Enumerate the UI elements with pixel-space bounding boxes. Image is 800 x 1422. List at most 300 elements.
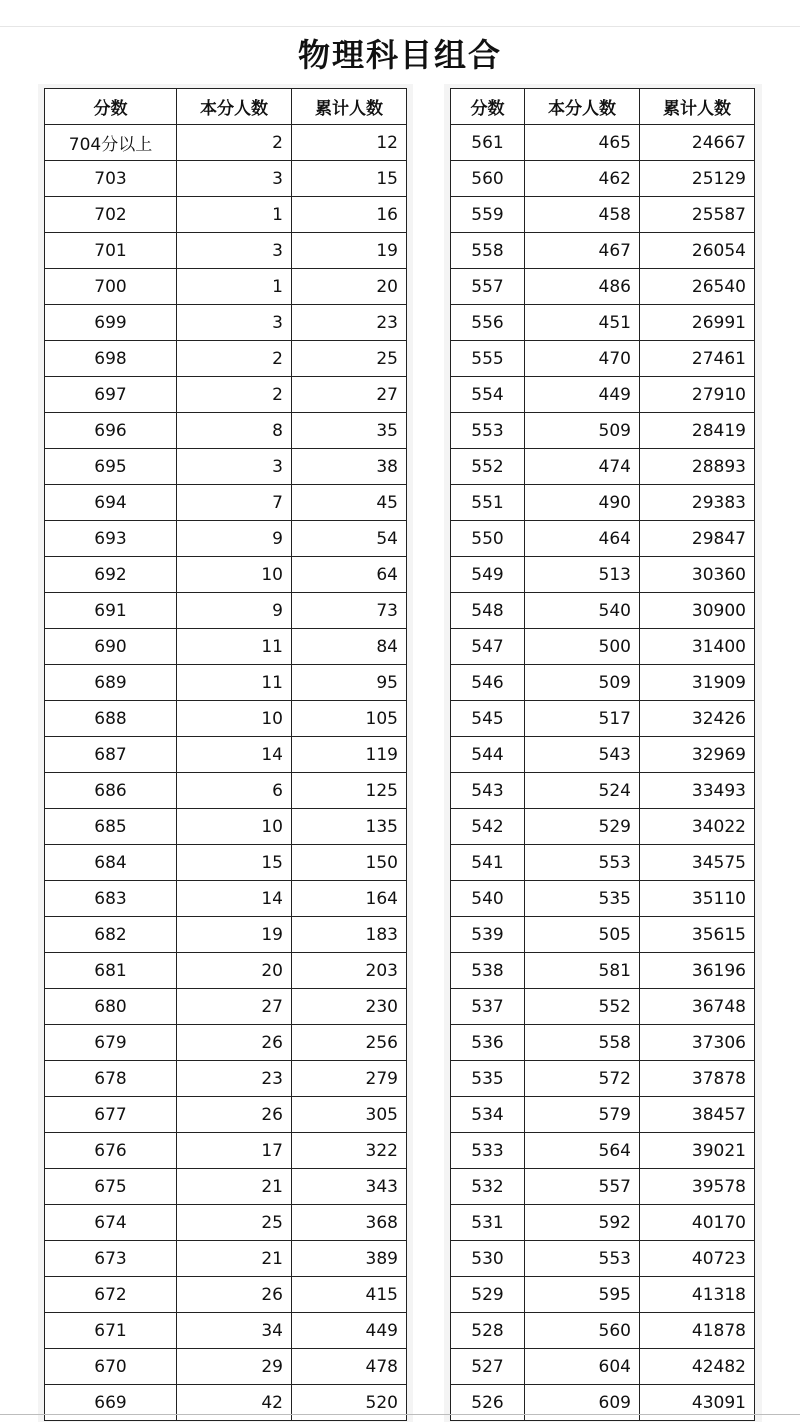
score-cell: 544 (451, 737, 525, 773)
table-row (45, 161, 407, 197)
count-cell: 9 (177, 521, 292, 557)
score-cell: 536 (451, 1025, 525, 1061)
cumulative-cell: 23 (292, 305, 407, 341)
count-cell: 1 (177, 197, 292, 233)
count-cell: 513 (525, 557, 640, 593)
count-cell: 449 (525, 377, 640, 413)
count-cell: 10 (177, 701, 292, 737)
count-cell: 26 (177, 1025, 292, 1061)
count-cell: 11 (177, 665, 292, 701)
header-cumulative: 累计人数 (292, 89, 407, 125)
bottom-divider (0, 1414, 800, 1415)
cumulative-cell: 40170 (640, 1205, 755, 1241)
score-cell: 670 (45, 1349, 177, 1385)
table-row (45, 197, 407, 233)
cumulative-cell: 35615 (640, 917, 755, 953)
cumulative-cell: 35 (292, 413, 407, 449)
cumulative-cell: 39021 (640, 1133, 755, 1169)
count-cell: 9 (177, 593, 292, 629)
count-cell: 10 (177, 557, 292, 593)
table-row (45, 989, 407, 1025)
count-cell: 595 (525, 1277, 640, 1313)
count-cell: 557 (525, 1169, 640, 1205)
table-row (451, 377, 755, 413)
score-cell: 671 (45, 1313, 177, 1349)
count-cell: 462 (525, 161, 640, 197)
score-cell: 556 (451, 305, 525, 341)
score-cell: 677 (45, 1097, 177, 1133)
top-divider (0, 26, 800, 27)
count-cell: 26 (177, 1277, 292, 1313)
cumulative-cell: 38 (292, 449, 407, 485)
table-row (451, 1385, 755, 1421)
table-row (451, 1205, 755, 1241)
cumulative-cell: 29383 (640, 485, 755, 521)
score-cell: 530 (451, 1241, 525, 1277)
count-cell: 553 (525, 845, 640, 881)
cumulative-cell: 28893 (640, 449, 755, 485)
count-cell: 543 (525, 737, 640, 773)
cumulative-cell: 36196 (640, 953, 755, 989)
table-row (45, 449, 407, 485)
table-header-row (45, 89, 407, 125)
cumulative-cell: 256 (292, 1025, 407, 1061)
cumulative-cell: 84 (292, 629, 407, 665)
score-cell: 542 (451, 809, 525, 845)
count-cell: 29 (177, 1349, 292, 1385)
cumulative-cell: 26991 (640, 305, 755, 341)
score-cell: 550 (451, 521, 525, 557)
score-cell: 696 (45, 413, 177, 449)
table-row (45, 1241, 407, 1277)
score-cell: 690 (45, 629, 177, 665)
cumulative-cell: 135 (292, 809, 407, 845)
count-cell: 581 (525, 953, 640, 989)
cumulative-cell: 183 (292, 917, 407, 953)
table-row (451, 845, 755, 881)
count-cell: 27 (177, 989, 292, 1025)
score-cell: 701 (45, 233, 177, 269)
score-cell: 674 (45, 1205, 177, 1241)
cumulative-cell: 125 (292, 773, 407, 809)
cumulative-cell: 33493 (640, 773, 755, 809)
score-cell: 543 (451, 773, 525, 809)
cumulative-cell: 203 (292, 953, 407, 989)
score-cell: 527 (451, 1349, 525, 1385)
score-cell: 532 (451, 1169, 525, 1205)
count-cell: 505 (525, 917, 640, 953)
table-row (451, 1349, 755, 1385)
table-row (451, 737, 755, 773)
count-cell: 34 (177, 1313, 292, 1349)
score-cell: 689 (45, 665, 177, 701)
score-cell: 680 (45, 989, 177, 1025)
score-cell: 533 (451, 1133, 525, 1169)
score-cell: 554 (451, 377, 525, 413)
score-cell: 561 (451, 125, 525, 161)
count-cell: 490 (525, 485, 640, 521)
table-row (451, 629, 755, 665)
table-row (451, 1241, 755, 1277)
count-cell: 3 (177, 449, 292, 485)
score-cell: 539 (451, 917, 525, 953)
table-row (451, 1277, 755, 1313)
score-cell: 686 (45, 773, 177, 809)
table-row (45, 1313, 407, 1349)
cumulative-cell: 54 (292, 521, 407, 557)
cumulative-cell: 20 (292, 269, 407, 305)
count-cell: 564 (525, 1133, 640, 1169)
table-row (451, 521, 755, 557)
table-row (451, 953, 755, 989)
cumulative-cell: 389 (292, 1241, 407, 1277)
score-table-right-body (451, 125, 755, 1421)
count-cell: 25 (177, 1205, 292, 1241)
table-row (451, 593, 755, 629)
table-row (45, 341, 407, 377)
table-row (45, 593, 407, 629)
table-row (45, 1169, 407, 1205)
score-cell: 702 (45, 197, 177, 233)
score-cell: 560 (451, 161, 525, 197)
score-cell: 704分以上 (45, 125, 177, 161)
count-cell: 540 (525, 593, 640, 629)
cumulative-cell: 31909 (640, 665, 755, 701)
table-row (45, 1025, 407, 1061)
table-row (451, 557, 755, 593)
table-row (45, 1277, 407, 1313)
cumulative-cell: 25587 (640, 197, 755, 233)
count-cell: 2 (177, 341, 292, 377)
score-cell: 559 (451, 197, 525, 233)
score-cell: 683 (45, 881, 177, 917)
score-cell: 552 (451, 449, 525, 485)
cumulative-cell: 32969 (640, 737, 755, 773)
table-row (45, 1097, 407, 1133)
table-row (451, 233, 755, 269)
cumulative-cell: 19 (292, 233, 407, 269)
score-cell: 528 (451, 1313, 525, 1349)
count-cell: 552 (525, 989, 640, 1025)
count-cell: 609 (525, 1385, 640, 1421)
cumulative-cell: 105 (292, 701, 407, 737)
count-cell: 458 (525, 197, 640, 233)
count-cell: 11 (177, 629, 292, 665)
count-cell: 21 (177, 1169, 292, 1205)
count-cell: 572 (525, 1061, 640, 1097)
cumulative-cell: 45 (292, 485, 407, 521)
count-cell: 509 (525, 665, 640, 701)
table-row (451, 881, 755, 917)
count-cell: 26 (177, 1097, 292, 1133)
cumulative-cell: 150 (292, 845, 407, 881)
score-cell: 684 (45, 845, 177, 881)
cumulative-cell: 279 (292, 1061, 407, 1097)
table-row (45, 485, 407, 521)
score-cell: 538 (451, 953, 525, 989)
count-cell: 592 (525, 1205, 640, 1241)
cumulative-cell: 16 (292, 197, 407, 233)
score-cell: 546 (451, 665, 525, 701)
score-cell: 675 (45, 1169, 177, 1205)
cumulative-cell: 35110 (640, 881, 755, 917)
score-table-left (44, 88, 407, 1421)
count-cell: 2 (177, 377, 292, 413)
table-row (45, 809, 407, 845)
score-cell: 551 (451, 485, 525, 521)
table-row (451, 413, 755, 449)
table-row (45, 125, 407, 161)
header-cumulative: 累计人数 (640, 89, 755, 125)
cumulative-cell: 520 (292, 1385, 407, 1421)
table-row (451, 809, 755, 845)
table-row (45, 953, 407, 989)
table-row (45, 1385, 407, 1421)
count-cell: 558 (525, 1025, 640, 1061)
count-cell: 467 (525, 233, 640, 269)
cumulative-cell: 415 (292, 1277, 407, 1313)
score-cell: 534 (451, 1097, 525, 1133)
cumulative-cell: 30360 (640, 557, 755, 593)
cumulative-cell: 64 (292, 557, 407, 593)
table-row (45, 269, 407, 305)
cumulative-cell: 95 (292, 665, 407, 701)
table-row (45, 377, 407, 413)
cumulative-cell: 34575 (640, 845, 755, 881)
table-row (451, 1313, 755, 1349)
table-row (45, 701, 407, 737)
cumulative-cell: 27461 (640, 341, 755, 377)
score-cell: 695 (45, 449, 177, 485)
table-row (45, 773, 407, 809)
count-cell: 7 (177, 485, 292, 521)
count-cell: 464 (525, 521, 640, 557)
count-cell: 6 (177, 773, 292, 809)
score-cell: 555 (451, 341, 525, 377)
count-cell: 560 (525, 1313, 640, 1349)
table-row (45, 1205, 407, 1241)
table-row (451, 449, 755, 485)
cumulative-cell: 42482 (640, 1349, 755, 1385)
score-table-left-body (45, 125, 407, 1421)
count-cell: 3 (177, 305, 292, 341)
score-cell: 703 (45, 161, 177, 197)
cumulative-cell: 31400 (640, 629, 755, 665)
score-cell: 540 (451, 881, 525, 917)
count-cell: 524 (525, 773, 640, 809)
table-row (451, 1025, 755, 1061)
cumulative-cell: 36748 (640, 989, 755, 1025)
table-row (451, 773, 755, 809)
score-cell: 553 (451, 413, 525, 449)
count-cell: 19 (177, 917, 292, 953)
table-row (45, 665, 407, 701)
score-cell: 672 (45, 1277, 177, 1313)
score-cell: 545 (451, 701, 525, 737)
page-title: 物理科目组合 (297, 36, 502, 74)
score-cell: 687 (45, 737, 177, 773)
cumulative-cell: 449 (292, 1313, 407, 1349)
table-row (451, 341, 755, 377)
count-cell: 500 (525, 629, 640, 665)
header-score: 分数 (451, 89, 525, 125)
score-cell: 699 (45, 305, 177, 341)
table-row (451, 917, 755, 953)
count-cell: 20 (177, 953, 292, 989)
table-row (451, 305, 755, 341)
score-cell: 692 (45, 557, 177, 593)
score-cell: 557 (451, 269, 525, 305)
table-row (45, 881, 407, 917)
score-cell: 688 (45, 701, 177, 737)
table-row (45, 521, 407, 557)
score-cell: 679 (45, 1025, 177, 1061)
count-cell: 604 (525, 1349, 640, 1385)
table-row (45, 917, 407, 953)
count-cell: 8 (177, 413, 292, 449)
cumulative-cell: 343 (292, 1169, 407, 1205)
cumulative-cell: 119 (292, 737, 407, 773)
cumulative-cell: 478 (292, 1349, 407, 1385)
score-cell: 537 (451, 989, 525, 1025)
table-row (451, 197, 755, 233)
score-cell: 678 (45, 1061, 177, 1097)
cumulative-cell: 26540 (640, 269, 755, 305)
table-row (45, 845, 407, 881)
cumulative-cell: 29847 (640, 521, 755, 557)
table-row (451, 125, 755, 161)
score-cell: 669 (45, 1385, 177, 1421)
cumulative-cell: 24667 (640, 125, 755, 161)
table-row (451, 1097, 755, 1133)
count-cell: 451 (525, 305, 640, 341)
count-cell: 517 (525, 701, 640, 737)
table-row (451, 485, 755, 521)
score-table-right (450, 88, 755, 1421)
table-row (451, 665, 755, 701)
count-cell: 486 (525, 269, 640, 305)
cumulative-cell: 73 (292, 593, 407, 629)
score-cell: 694 (45, 485, 177, 521)
count-cell: 509 (525, 413, 640, 449)
table-row (45, 629, 407, 665)
table-row (45, 1133, 407, 1169)
cumulative-cell: 230 (292, 989, 407, 1025)
score-cell: 691 (45, 593, 177, 629)
count-cell: 553 (525, 1241, 640, 1277)
score-cell: 531 (451, 1205, 525, 1241)
score-cell: 681 (45, 953, 177, 989)
cumulative-cell: 28419 (640, 413, 755, 449)
score-cell: 558 (451, 233, 525, 269)
header-count: 本分人数 (177, 89, 292, 125)
cumulative-cell: 15 (292, 161, 407, 197)
table-row (45, 305, 407, 341)
table-row (451, 701, 755, 737)
table-row (451, 1061, 755, 1097)
score-cell: 549 (451, 557, 525, 593)
cumulative-cell: 305 (292, 1097, 407, 1133)
count-cell: 17 (177, 1133, 292, 1169)
count-cell: 23 (177, 1061, 292, 1097)
count-cell: 15 (177, 845, 292, 881)
score-cell: 682 (45, 917, 177, 953)
cumulative-cell: 26054 (640, 233, 755, 269)
count-cell: 21 (177, 1241, 292, 1277)
count-cell: 2 (177, 125, 292, 161)
cumulative-cell: 40723 (640, 1241, 755, 1277)
count-cell: 535 (525, 881, 640, 917)
score-cell: 548 (451, 593, 525, 629)
count-cell: 3 (177, 161, 292, 197)
score-cell: 697 (45, 377, 177, 413)
count-cell: 1 (177, 269, 292, 305)
count-cell: 465 (525, 125, 640, 161)
score-cell: 529 (451, 1277, 525, 1313)
cumulative-cell: 322 (292, 1133, 407, 1169)
table-row (451, 1169, 755, 1205)
table-row (45, 233, 407, 269)
cumulative-cell: 12 (292, 125, 407, 161)
score-cell: 535 (451, 1061, 525, 1097)
score-cell: 676 (45, 1133, 177, 1169)
score-cell: 685 (45, 809, 177, 845)
cumulative-cell: 39578 (640, 1169, 755, 1205)
table-row (45, 1061, 407, 1097)
table-row (45, 737, 407, 773)
table-row (451, 1133, 755, 1169)
cumulative-cell: 25129 (640, 161, 755, 197)
count-cell: 42 (177, 1385, 292, 1421)
count-cell: 10 (177, 809, 292, 845)
count-cell: 14 (177, 881, 292, 917)
cumulative-cell: 25 (292, 341, 407, 377)
score-cell: 693 (45, 521, 177, 557)
table-row (451, 161, 755, 197)
count-cell: 3 (177, 233, 292, 269)
count-cell: 14 (177, 737, 292, 773)
cumulative-cell: 368 (292, 1205, 407, 1241)
table-row (45, 413, 407, 449)
cumulative-cell: 43091 (640, 1385, 755, 1421)
table-row (45, 1349, 407, 1385)
score-cell: 526 (451, 1385, 525, 1421)
score-cell: 673 (45, 1241, 177, 1277)
table-row (451, 269, 755, 305)
table-row (45, 557, 407, 593)
cumulative-cell: 34022 (640, 809, 755, 845)
score-cell: 541 (451, 845, 525, 881)
cumulative-cell: 37306 (640, 1025, 755, 1061)
cumulative-cell: 38457 (640, 1097, 755, 1133)
cumulative-cell: 27910 (640, 377, 755, 413)
cumulative-cell: 41318 (640, 1277, 755, 1313)
cumulative-cell: 30900 (640, 593, 755, 629)
header-count: 本分人数 (525, 89, 640, 125)
header-score: 分数 (45, 89, 177, 125)
count-cell: 470 (525, 341, 640, 377)
score-cell: 700 (45, 269, 177, 305)
cumulative-cell: 27 (292, 377, 407, 413)
cumulative-cell: 164 (292, 881, 407, 917)
table-header-row (451, 89, 755, 125)
count-cell: 474 (525, 449, 640, 485)
cumulative-cell: 32426 (640, 701, 755, 737)
table-row (451, 989, 755, 1025)
count-cell: 529 (525, 809, 640, 845)
score-cell: 547 (451, 629, 525, 665)
cumulative-cell: 37878 (640, 1061, 755, 1097)
